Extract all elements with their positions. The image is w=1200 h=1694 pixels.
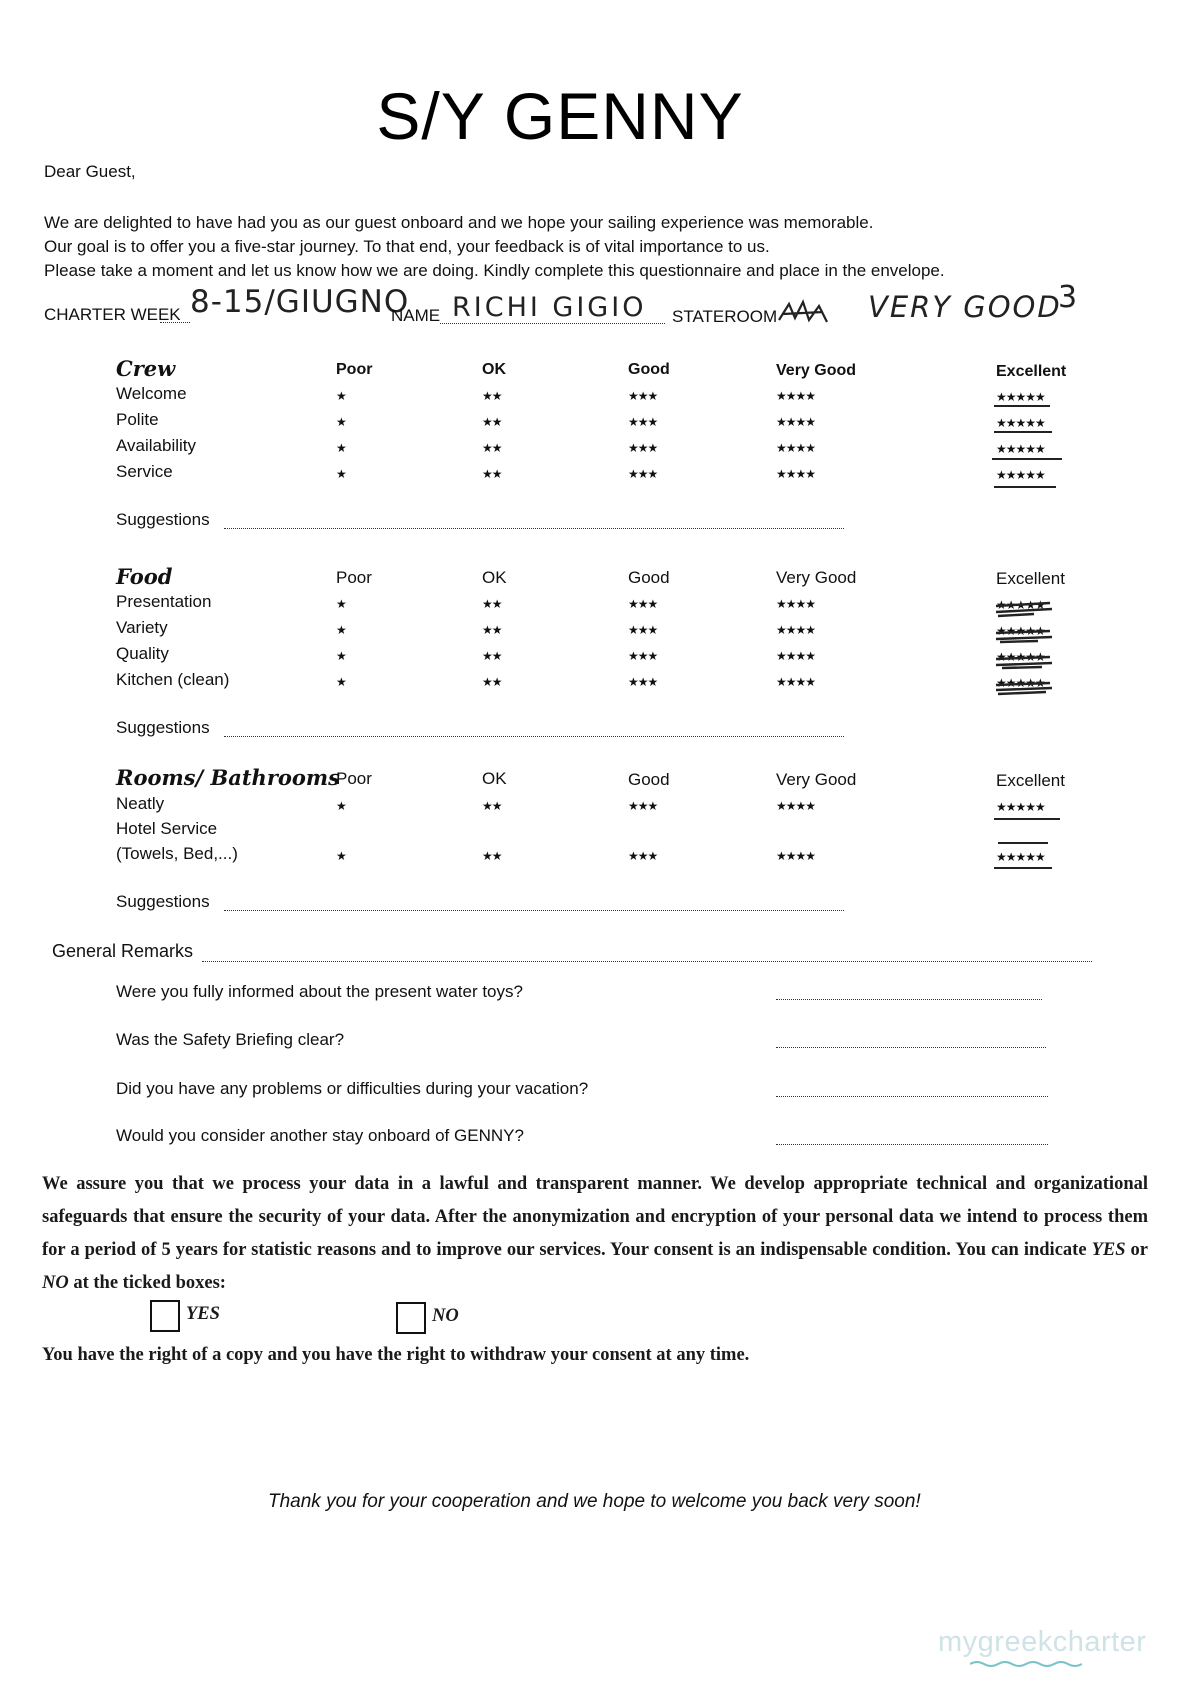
rating-good[interactable]: ★★★ <box>628 467 658 481</box>
food-col-good: Good <box>628 568 670 587</box>
wave-icon <box>970 1660 1082 1668</box>
rooms-suggestions-field[interactable] <box>224 910 844 911</box>
watermark-logo: mygreekcharter <box>938 1626 1147 1658</box>
crew-suggestions-field[interactable] <box>224 528 844 529</box>
rating-excellent[interactable]: ★★★★★ <box>996 650 1045 664</box>
intro-line-1: We are delighted to have had you as our guest onboard and we hope your sailing experience was memorable. <box>44 213 874 232</box>
charter-week-label: CHARTER WEEK <box>44 305 181 324</box>
crew-col-excellent: Excellent <box>996 363 1067 380</box>
rating-very-good[interactable]: ★★★★ <box>776 649 816 663</box>
food-suggestions-label: Suggestions <box>116 718 210 737</box>
consent-yes-checkbox[interactable] <box>150 1300 180 1332</box>
crew-item-service: Service <box>116 462 173 481</box>
rating-excellent[interactable]: ★★★★★ <box>996 598 1045 612</box>
rooms-col-good: Good <box>628 770 670 789</box>
rating-very-good[interactable]: ★★★★ <box>776 389 816 403</box>
consent-paragraph <box>42 1168 1148 1300</box>
crew-col-poor: Poor <box>336 361 373 378</box>
consent-rights: You have the right of a copy and you have the right to withdraw your consent at any time. <box>42 1345 750 1365</box>
rooms-col-ok: OK <box>482 769 507 788</box>
rating-excellent[interactable]: ★★★★★ <box>996 442 1045 456</box>
rating-poor[interactable]: ★ <box>336 675 346 689</box>
document-title: S/Y GENNY <box>376 79 744 153</box>
food-item-presentation: Presentation <box>116 592 212 611</box>
rooms-col-excellent: Excellent <box>996 771 1065 790</box>
consent-no-checkbox[interactable] <box>396 1302 426 1334</box>
selection-mark <box>994 624 1054 649</box>
charter-week-field[interactable]: 8-15/GIUGNO <box>190 284 410 320</box>
rating-ok[interactable]: ★★ <box>482 597 502 611</box>
rating-poor[interactable]: ★ <box>336 799 346 813</box>
food-col-excellent: Excellent <box>996 569 1065 588</box>
rating-good[interactable]: ★★★ <box>628 389 658 403</box>
rating-poor[interactable]: ★ <box>336 623 346 637</box>
rooms-item-neatly: Neatly <box>116 794 165 813</box>
general-remarks-field[interactable] <box>202 961 1092 962</box>
crew-item-polite: Polite <box>116 410 159 429</box>
rating-ok[interactable]: ★★ <box>482 415 502 429</box>
food-item-kitchen: Kitchen (clean) <box>116 670 230 689</box>
salutation: Dear Guest, <box>44 162 136 181</box>
name-field[interactable]: RICHI GIGIO <box>452 292 647 323</box>
selection-mark <box>994 676 1054 701</box>
answer-problems[interactable] <box>776 1096 1048 1097</box>
selection-mark <box>994 650 1054 675</box>
consent-no-word: NO <box>42 1273 69 1293</box>
rooms-suggestions-label: Suggestions <box>116 892 210 911</box>
rating-very-good[interactable]: ★★★★ <box>776 849 816 863</box>
stateroom-field[interactable]: VERY GOOD <box>868 290 1062 324</box>
crew-col-very-good: Very Good <box>776 362 857 379</box>
food-item-variety: Variety <box>116 618 168 637</box>
food-suggestions-field[interactable] <box>224 736 844 737</box>
rating-excellent[interactable]: ★★★★★ <box>996 624 1045 638</box>
rating-poor[interactable]: ★ <box>336 649 346 663</box>
question-another-stay: Would you consider another stay onboard of GENNY? <box>116 1126 524 1145</box>
rating-good[interactable]: ★★★ <box>628 441 658 455</box>
rating-excellent[interactable]: ★★★★★ <box>996 800 1045 814</box>
rating-very-good[interactable]: ★★★★ <box>776 597 816 611</box>
rating-very-good[interactable]: ★★★★ <box>776 799 816 813</box>
rating-excellent[interactable]: ★★★★★ <box>996 850 1045 864</box>
food-section-title: Food <box>116 564 173 589</box>
question-water-toys: Were you fully informed about the present water toys? <box>116 982 523 1001</box>
consent-no-label: NO <box>432 1306 459 1326</box>
selection-mark <box>992 458 1062 460</box>
crew-item-welcome: Welcome <box>116 384 187 403</box>
rating-ok[interactable]: ★★ <box>482 467 502 481</box>
food-col-poor: Poor <box>336 568 372 587</box>
stateroom-label: STATEROOM <box>672 307 778 326</box>
rating-poor[interactable]: ★ <box>336 441 346 455</box>
rooms-section-title: Rooms/ Bathrooms <box>116 765 340 790</box>
answer-another-stay[interactable] <box>776 1144 1048 1145</box>
rooms-col-poor: Poor <box>336 769 372 788</box>
intro-line-3: Please take a moment and let us know how we are doing. Kindly complete this questionnaire and place in the envelope. <box>44 261 945 280</box>
rating-good[interactable]: ★★★ <box>628 623 658 637</box>
rating-good[interactable]: ★★★ <box>628 415 658 429</box>
rating-ok[interactable]: ★★ <box>482 799 502 813</box>
rooms-col-very-good: Very Good <box>776 770 857 789</box>
food-item-quality: Quality <box>116 644 169 663</box>
rating-poor[interactable]: ★ <box>336 597 346 611</box>
stateroom-number: 3 <box>1058 280 1078 315</box>
question-safety-briefing: Was the Safety Briefing clear? <box>116 1030 345 1049</box>
selection-mark <box>994 405 1050 407</box>
thank-you-note: Thank you for your cooperation and we hope to welcome you back very soon! <box>268 1491 921 1512</box>
food-col-ok: OK <box>482 568 507 587</box>
selection-mark <box>994 867 1052 869</box>
rooms-item-towels-bed: (Towels, Bed,...) <box>116 844 238 863</box>
rating-ok[interactable]: ★★ <box>482 441 502 455</box>
consent-or-word: or <box>1125 1240 1148 1260</box>
rating-very-good[interactable]: ★★★★ <box>776 415 816 429</box>
rating-poor[interactable]: ★ <box>336 467 346 481</box>
rating-poor[interactable]: ★ <box>336 415 346 429</box>
rating-excellent[interactable]: ★★★★★ <box>996 468 1045 482</box>
rating-excellent[interactable]: ★★★★★ <box>996 390 1045 404</box>
rating-ok[interactable]: ★★ <box>482 849 502 863</box>
consent-text: We assure you that we process your data in a lawful and transparent manner. We develop appropriate technical and organizational safeguards that ensure the security of your data. After the anonymization and encryption of your personal data we intend to process them for a period of 5 years for statistic reasons and to improve our services. Your consent is an indispensable condition. You can indicate <box>42 1174 1148 1260</box>
rating-ok[interactable]: ★★ <box>482 649 502 663</box>
intro-line-2: Our goal is to offer you a five-star journey. To that end, your feedback is of vital importance to us. <box>44 237 770 256</box>
crew-item-availability: Availability <box>116 436 197 455</box>
crew-suggestions-label: Suggestions <box>116 510 210 529</box>
answer-water-toys[interactable] <box>776 999 1042 1000</box>
rating-very-good[interactable]: ★★★★ <box>776 467 816 481</box>
rooms-item-hotel-service: Hotel Service <box>116 819 218 838</box>
selection-mark <box>994 818 1060 820</box>
general-remarks-label: General Remarks <box>52 941 194 961</box>
rating-ok[interactable]: ★★ <box>482 675 502 689</box>
crew-col-ok: OK <box>482 361 506 378</box>
crew-section-title: Crew <box>116 356 176 381</box>
consent-yes-word: YES <box>1091 1240 1126 1260</box>
name-label: NAME <box>391 306 441 325</box>
rating-poor[interactable]: ★ <box>336 389 346 403</box>
rating-good[interactable]: ★★★ <box>628 649 658 663</box>
rating-good[interactable]: ★★★ <box>628 675 658 689</box>
rating-ok[interactable]: ★★ <box>482 623 502 637</box>
answer-safety-briefing[interactable] <box>776 1047 1046 1048</box>
selection-mark <box>994 486 1056 488</box>
rating-ok[interactable]: ★★ <box>482 389 502 403</box>
rating-very-good[interactable]: ★★★★ <box>776 441 816 455</box>
scribble-mark <box>775 296 833 326</box>
rating-very-good[interactable]: ★★★★ <box>776 675 816 689</box>
rating-good[interactable]: ★★★ <box>628 849 658 863</box>
rating-good[interactable]: ★★★ <box>628 799 658 813</box>
rating-poor[interactable]: ★ <box>336 849 346 863</box>
rating-good[interactable]: ★★★ <box>628 597 658 611</box>
rating-excellent[interactable]: ★★★★★ <box>996 676 1045 690</box>
rating-very-good[interactable]: ★★★★ <box>776 623 816 637</box>
question-problems: Did you have any problems or difficulties during your vacation? <box>116 1079 589 1098</box>
rating-excellent[interactable]: ★★★★★ <box>996 416 1045 430</box>
selection-mark <box>998 842 1048 844</box>
consent-yes-label: YES <box>186 1304 220 1324</box>
consent-text-end: at the ticked boxes: <box>68 1273 226 1293</box>
selection-mark <box>994 598 1054 623</box>
food-col-very-good: Very Good <box>776 568 857 587</box>
crew-col-good: Good <box>628 361 670 378</box>
selection-mark <box>994 431 1052 433</box>
